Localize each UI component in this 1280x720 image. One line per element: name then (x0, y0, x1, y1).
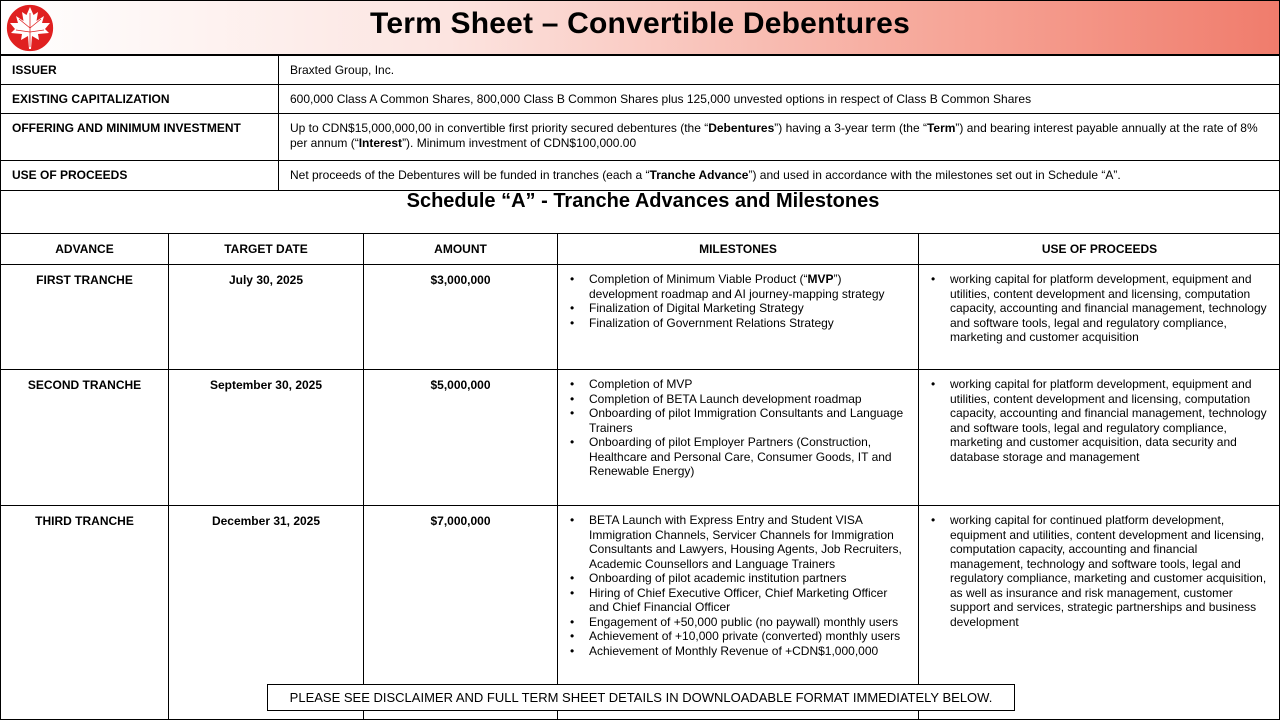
milestone-item (570, 316, 910, 331)
text-run: Engagement of +50,000 public (no paywall) monthly users (589, 614, 899, 629)
use-of-proceeds-cell (919, 370, 1280, 506)
milestone-item (570, 272, 910, 301)
term-label: USE OF PROCEEDS (1, 161, 279, 191)
milestone-item (570, 301, 910, 316)
tranche-name: SECOND TRANCHE (1, 370, 169, 506)
proceeds-item: • working capital for platform development, equipment and utilities, content development and licensing, computation capacity, accounting and financial management, technology and software tools, legal and regulatory compliance, marketing and customer acquisition (931, 272, 1272, 345)
term-table (0, 55, 1280, 191)
column-header: MILESTONES (558, 234, 919, 265)
milestone-item (570, 435, 910, 479)
bold-term: Term (926, 121, 956, 135)
milestone-list (570, 513, 910, 658)
milestone-item (570, 513, 910, 571)
term-value (279, 56, 1280, 85)
milestones-cell (558, 370, 919, 506)
tranche-amount: $3,000,000 (364, 265, 558, 370)
text-run: ”) and bearing interest payable annually at the rate of 8% per annum (“ (290, 121, 1258, 150)
milestone-item (570, 629, 910, 644)
column-header: ADVANCE (1, 234, 169, 265)
text-run: ”) having a 3-year term (the “ (774, 121, 927, 135)
column-header: AMOUNT (364, 234, 558, 265)
milestone-item (570, 615, 910, 630)
text-run: ”) development roadmap and AI journey-mapping strategy (589, 272, 885, 301)
target-date: December 31, 2025 (169, 506, 364, 720)
text-run: Achievement of Monthly Revenue of +CDN$1,000,000 (589, 643, 879, 658)
text-run: Hiring of Chief Executive Officer, Chief Marketing Officer and Chief Financial Officer (589, 585, 888, 614)
milestone-item (570, 586, 910, 615)
schedule-table (0, 233, 1280, 720)
milestone-list (570, 272, 910, 330)
page-title: Term Sheet – Convertible Debentures (370, 7, 910, 40)
text-run: ”) and used in accordance with the milestones set out in Schedule “A”. (748, 168, 1121, 182)
tranche-amount: $7,000,000 (364, 506, 558, 720)
proceeds-item: • working capital for platform development, equipment and utilities, content development and licensing, computation capacity, accounting and financial management, technology and software tools, legal and regulatory compliance, marketing and customer acquisition, data security and database storage and management (931, 377, 1272, 464)
bold-term: Tranche Advance (649, 168, 749, 182)
title-bar (0, 0, 1280, 55)
bold-term: Interest (358, 136, 403, 150)
milestone-item (570, 392, 910, 407)
text-run: Achievement of +10,000 private (converted) monthly users (589, 629, 901, 643)
use-of-proceeds-cell (919, 265, 1280, 370)
proceeds-list (931, 513, 1272, 629)
text-run: Completion of Minimum Viable Product (“ (589, 272, 808, 286)
text-run: Up to CDN$15,000,000,00 in convertible first priority secured debentures (the “ (290, 121, 709, 135)
term-row (1, 114, 1280, 161)
column-header: USE OF PROCEEDS (919, 234, 1280, 265)
term-value (279, 114, 1280, 161)
text-run: Finalization of Government Relations Strategy (589, 315, 834, 330)
tranche-name: THIRD TRANCHE (1, 506, 169, 720)
target-date: September 30, 2025 (169, 370, 364, 506)
term-row (1, 161, 1280, 191)
column-header: TARGET DATE (169, 234, 364, 265)
tranche-amount: $5,000,000 (364, 370, 558, 506)
milestone-item (570, 644, 910, 659)
tranche-name: FIRST TRANCHE (1, 265, 169, 370)
term-row (1, 56, 1280, 85)
term-label: OFFERING AND MINIMUM INVESTMENT (1, 114, 279, 161)
tranche-row (1, 370, 1280, 506)
text-run: Completion of BETA Launch development roadmap (589, 391, 862, 406)
proceeds-item: • working capital for continued platform development, equipment and utilities, content development and licensing, computation capacity, accounting and financial management, technology and software tools, legal and regulatory compliance, marketing and customer acquisition, as well as insurance and risk management, customer support and services, strategic partnerships and business development (931, 513, 1272, 629)
text-run: Onboarding of pilot Employer Partners (Construction, Healthcare and Personal Care, Consumer Goods, IT and Renewable Energy) (589, 435, 892, 478)
text-run: Finalization of Digital Marketing Strategy (589, 301, 804, 315)
bold-term: MVP (807, 272, 834, 286)
term-label: EXISTING CAPITALIZATION (1, 85, 279, 114)
schedule-title: Schedule “A” - Tranche Advances and Milestones (406, 190, 880, 212)
text-run: 600,000 Class A Common Shares, 800,000 Class B Common Shares plus 125,000 unvested options in respect of Class B Common Shares (290, 92, 1032, 106)
schedule-header-row (1, 234, 1280, 265)
bold-term: Debentures (708, 121, 775, 135)
target-date: July 30, 2025 (169, 265, 364, 370)
text-run: Braxted Group, Inc. (290, 63, 395, 77)
milestone-list (570, 377, 910, 479)
milestones-cell (558, 265, 919, 370)
milestone-item (570, 406, 910, 435)
text-run: BETA Launch with Express Entry and Student VISA Immigration Channels, Servicer Channels for Immigration Consultants and Lawyers, Housing Agents, Job Recruiters, Academic Counsellors and Language Trainers (589, 513, 902, 571)
text-run: Net proceeds of the Debentures will be funded in tranches (each a “ (290, 168, 650, 182)
tranche-row (1, 265, 1280, 370)
text-run: Onboarding of pilot Immigration Consultants and Language Trainers (589, 406, 904, 435)
proceeds-list (931, 377, 1272, 464)
term-value (279, 85, 1280, 114)
milestone-item (570, 571, 910, 586)
milestone-item (570, 377, 910, 392)
term-label: ISSUER (1, 56, 279, 85)
disclaimer-banner: PLEASE SEE DISCLAIMER AND FULL TERM SHEET DETAILS IN DOWNLOADABLE FORMAT IMMEDIATELY BELOW. (267, 684, 1015, 711)
proceeds-list (931, 272, 1272, 345)
term-row (1, 85, 1280, 114)
term-value (279, 161, 1280, 191)
text-run: ”). Minimum investment of CDN$100,000.00 (402, 136, 637, 150)
text-run: Completion of MVP (589, 377, 693, 391)
text-run: Onboarding of pilot academic institution partners (589, 571, 847, 585)
